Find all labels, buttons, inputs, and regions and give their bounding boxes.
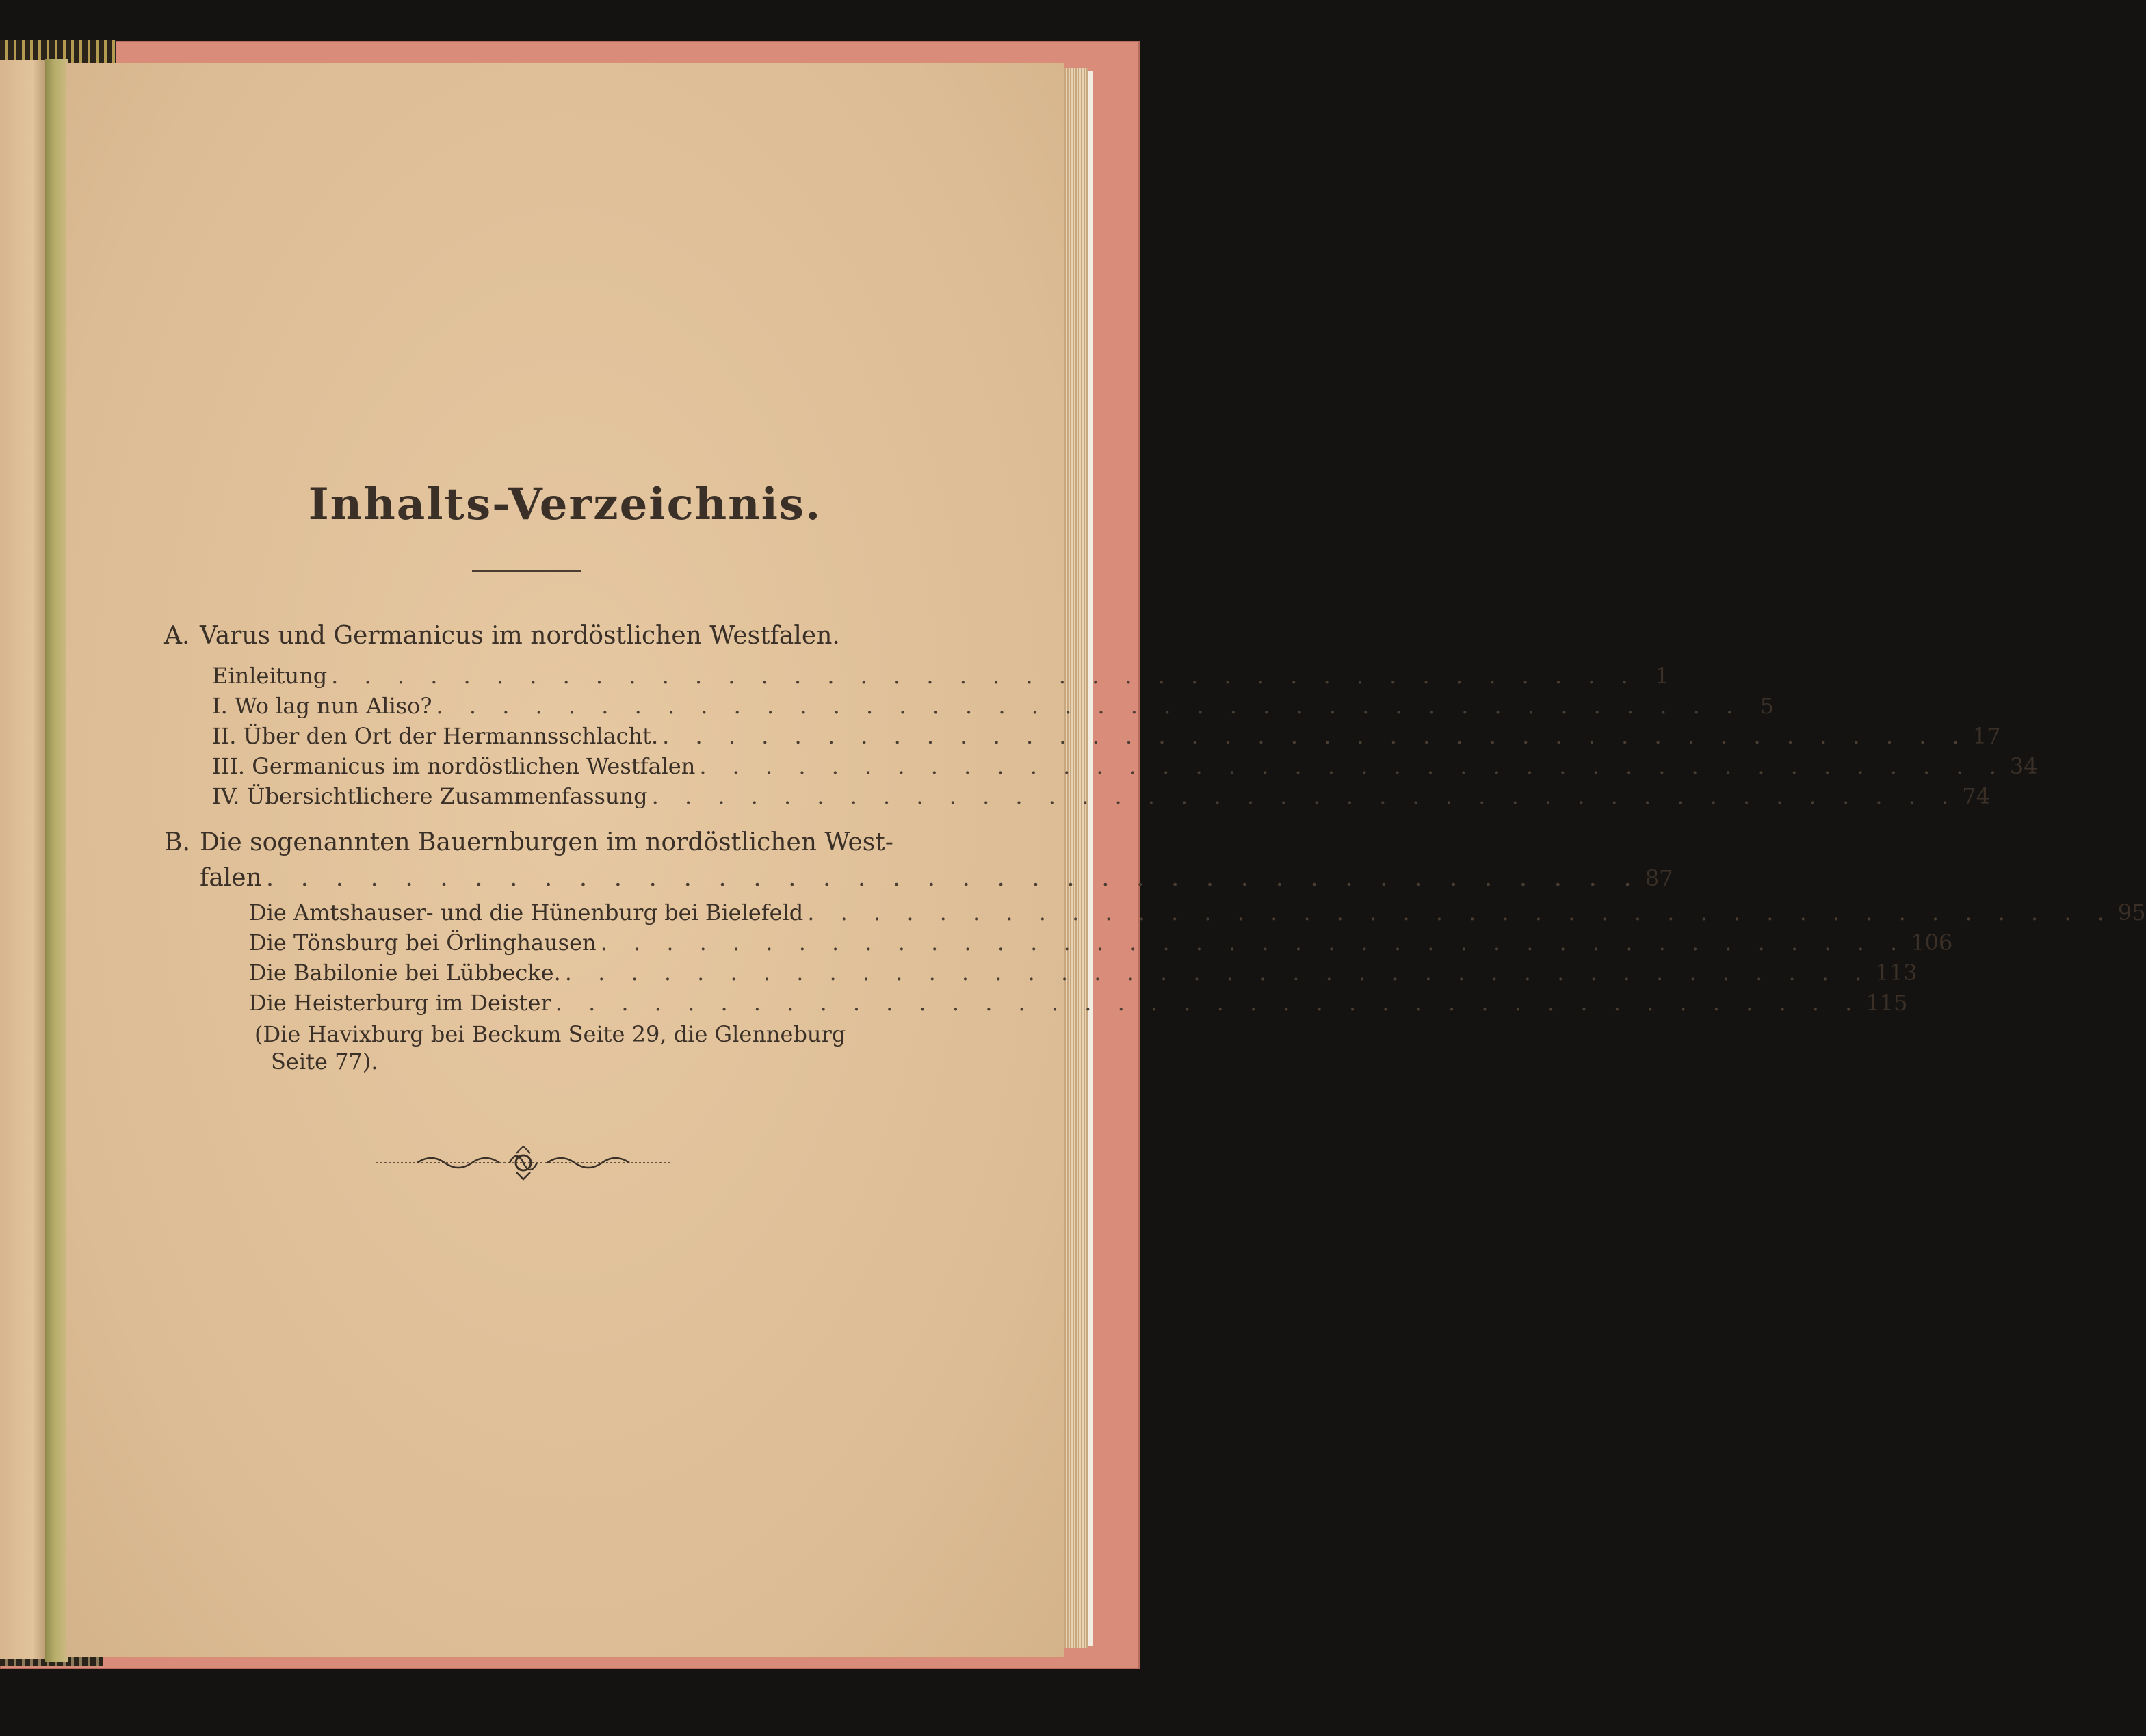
dot-leader: . . . . . . . . . . . . . . . . . . . . . . . . . . . . . . . . . . . . . . . . bbox=[331, 663, 1638, 689]
toc-entry-label: Die Heisterburg im Deister bbox=[249, 990, 551, 1016]
toc-entry-page: 74 bbox=[1962, 783, 1990, 809]
toc-entry bbox=[212, 661, 1669, 691]
toc-entry bbox=[212, 721, 2001, 751]
dot-leader: . . . . . . . . . . . . . . . . . . . . . . . . . . . . . . . . . . . . . . . . bbox=[600, 930, 1907, 956]
toc-entry bbox=[249, 988, 1908, 1018]
toc-entry bbox=[212, 781, 1990, 811]
book-gutter bbox=[45, 59, 68, 1662]
left-page-edge bbox=[0, 60, 47, 1659]
toc-entry-label: Einleitung bbox=[212, 663, 328, 689]
toc-entry-label: Die Tönsburg bei Örlinghausen bbox=[249, 930, 597, 956]
page-title: Inhalts-Verzeichnis. bbox=[308, 479, 822, 530]
toc-entry-page: 106 bbox=[1911, 930, 1953, 956]
toc-entry bbox=[212, 751, 2038, 781]
section-b-title-line1: Die sogenannten Bauernburgen im nordöstlichen West- bbox=[200, 828, 893, 856]
section-b-title-line2 bbox=[200, 863, 1673, 893]
title-divider bbox=[472, 570, 581, 572]
toc-entry-label: III. Germanicus im nordöstlichen Westfalen bbox=[212, 753, 696, 779]
toc-entry-label: IV. Übersichtlichere Zusammenfassung bbox=[212, 783, 648, 809]
toc-entry-page: 87 bbox=[1645, 865, 1673, 891]
toc-note-line1: (Die Havixburg bei Beckum Seite 29, die Glenneburg bbox=[254, 1021, 846, 1047]
section-b-heading bbox=[164, 828, 893, 858]
dot-leader: . . . . . . . . . . . . . . . . . . . . . . . . . . . . . . . . . . . . . . . . bbox=[555, 990, 1862, 1016]
dot-leader: . . . . . . . . . . . . . . . . . . . . . . . . . . . . . . . . . . . . . . . . bbox=[699, 753, 2006, 779]
dot-leader: . . . . . . . . . . . . . . . . . . . . . . . . . . . . . . . . . . . . . . . . bbox=[265, 864, 1641, 892]
dot-leader: . . . . . . . . . . . . . . . . . . . . . . . . . . . . . . . . . . . . . . . . bbox=[651, 783, 1959, 809]
page-edges bbox=[1064, 68, 1088, 1648]
dot-leader: . . . . . . . . . . . . . . . . . . . . . . . . . . . . . . . . . . . . . . . . bbox=[436, 693, 1743, 719]
toc-entry bbox=[249, 928, 1953, 958]
toc-entry-label: II. Über den Ort der Hermannsschlacht. bbox=[212, 723, 659, 749]
toc-entry-page: 113 bbox=[1875, 960, 1918, 986]
toc-entry-page: 5 bbox=[1759, 693, 1775, 719]
section-b-letter: B. bbox=[164, 828, 190, 856]
dot-leader: . . . . . . . . . . . . . . . . . . . . . . . . . . . . . . . . . . . . . . . . bbox=[662, 723, 1969, 749]
toc-entry-label: Die Amtshauser- und die Hünenburg bei Bielefeld bbox=[249, 899, 804, 925]
toc-entry-page: 115 bbox=[1866, 990, 1908, 1016]
dot-leader: . . . . . . . . . . . . . . . . . . . . . . . . . . . . . . . . . . . . . . . . bbox=[564, 960, 1872, 986]
toc-entry-page: 34 bbox=[2009, 753, 2038, 779]
toc-entry bbox=[212, 691, 1775, 721]
toc-entry-page: 17 bbox=[1972, 723, 2001, 749]
section-a-title: Varus und Germanicus im nordöstlichen Westfalen. bbox=[200, 622, 840, 650]
toc-entry bbox=[249, 897, 2146, 928]
toc-entry-label: I. Wo lag nun Aliso? bbox=[212, 693, 432, 719]
toc-entry-label: Die Babilonie bei Lübbecke. bbox=[249, 960, 561, 986]
toc-entry-page: 95 bbox=[2117, 899, 2146, 925]
toc-entry-page: 1 bbox=[1655, 663, 1669, 689]
section-a-heading bbox=[164, 621, 840, 651]
toc-entry-label: falen bbox=[200, 864, 262, 892]
page-edge-white bbox=[1088, 71, 1093, 1646]
book-page bbox=[66, 63, 1064, 1657]
ornament-divider bbox=[376, 1142, 670, 1183]
toc-note-line2: Seite 77). bbox=[271, 1049, 378, 1075]
toc-entry bbox=[249, 958, 1918, 988]
dot-leader: . . . . . . . . . . . . . . . . . . . . . . . . . . . . . . . . . . . . . . . . bbox=[807, 899, 2114, 925]
section-a-letter: A. bbox=[164, 622, 190, 650]
